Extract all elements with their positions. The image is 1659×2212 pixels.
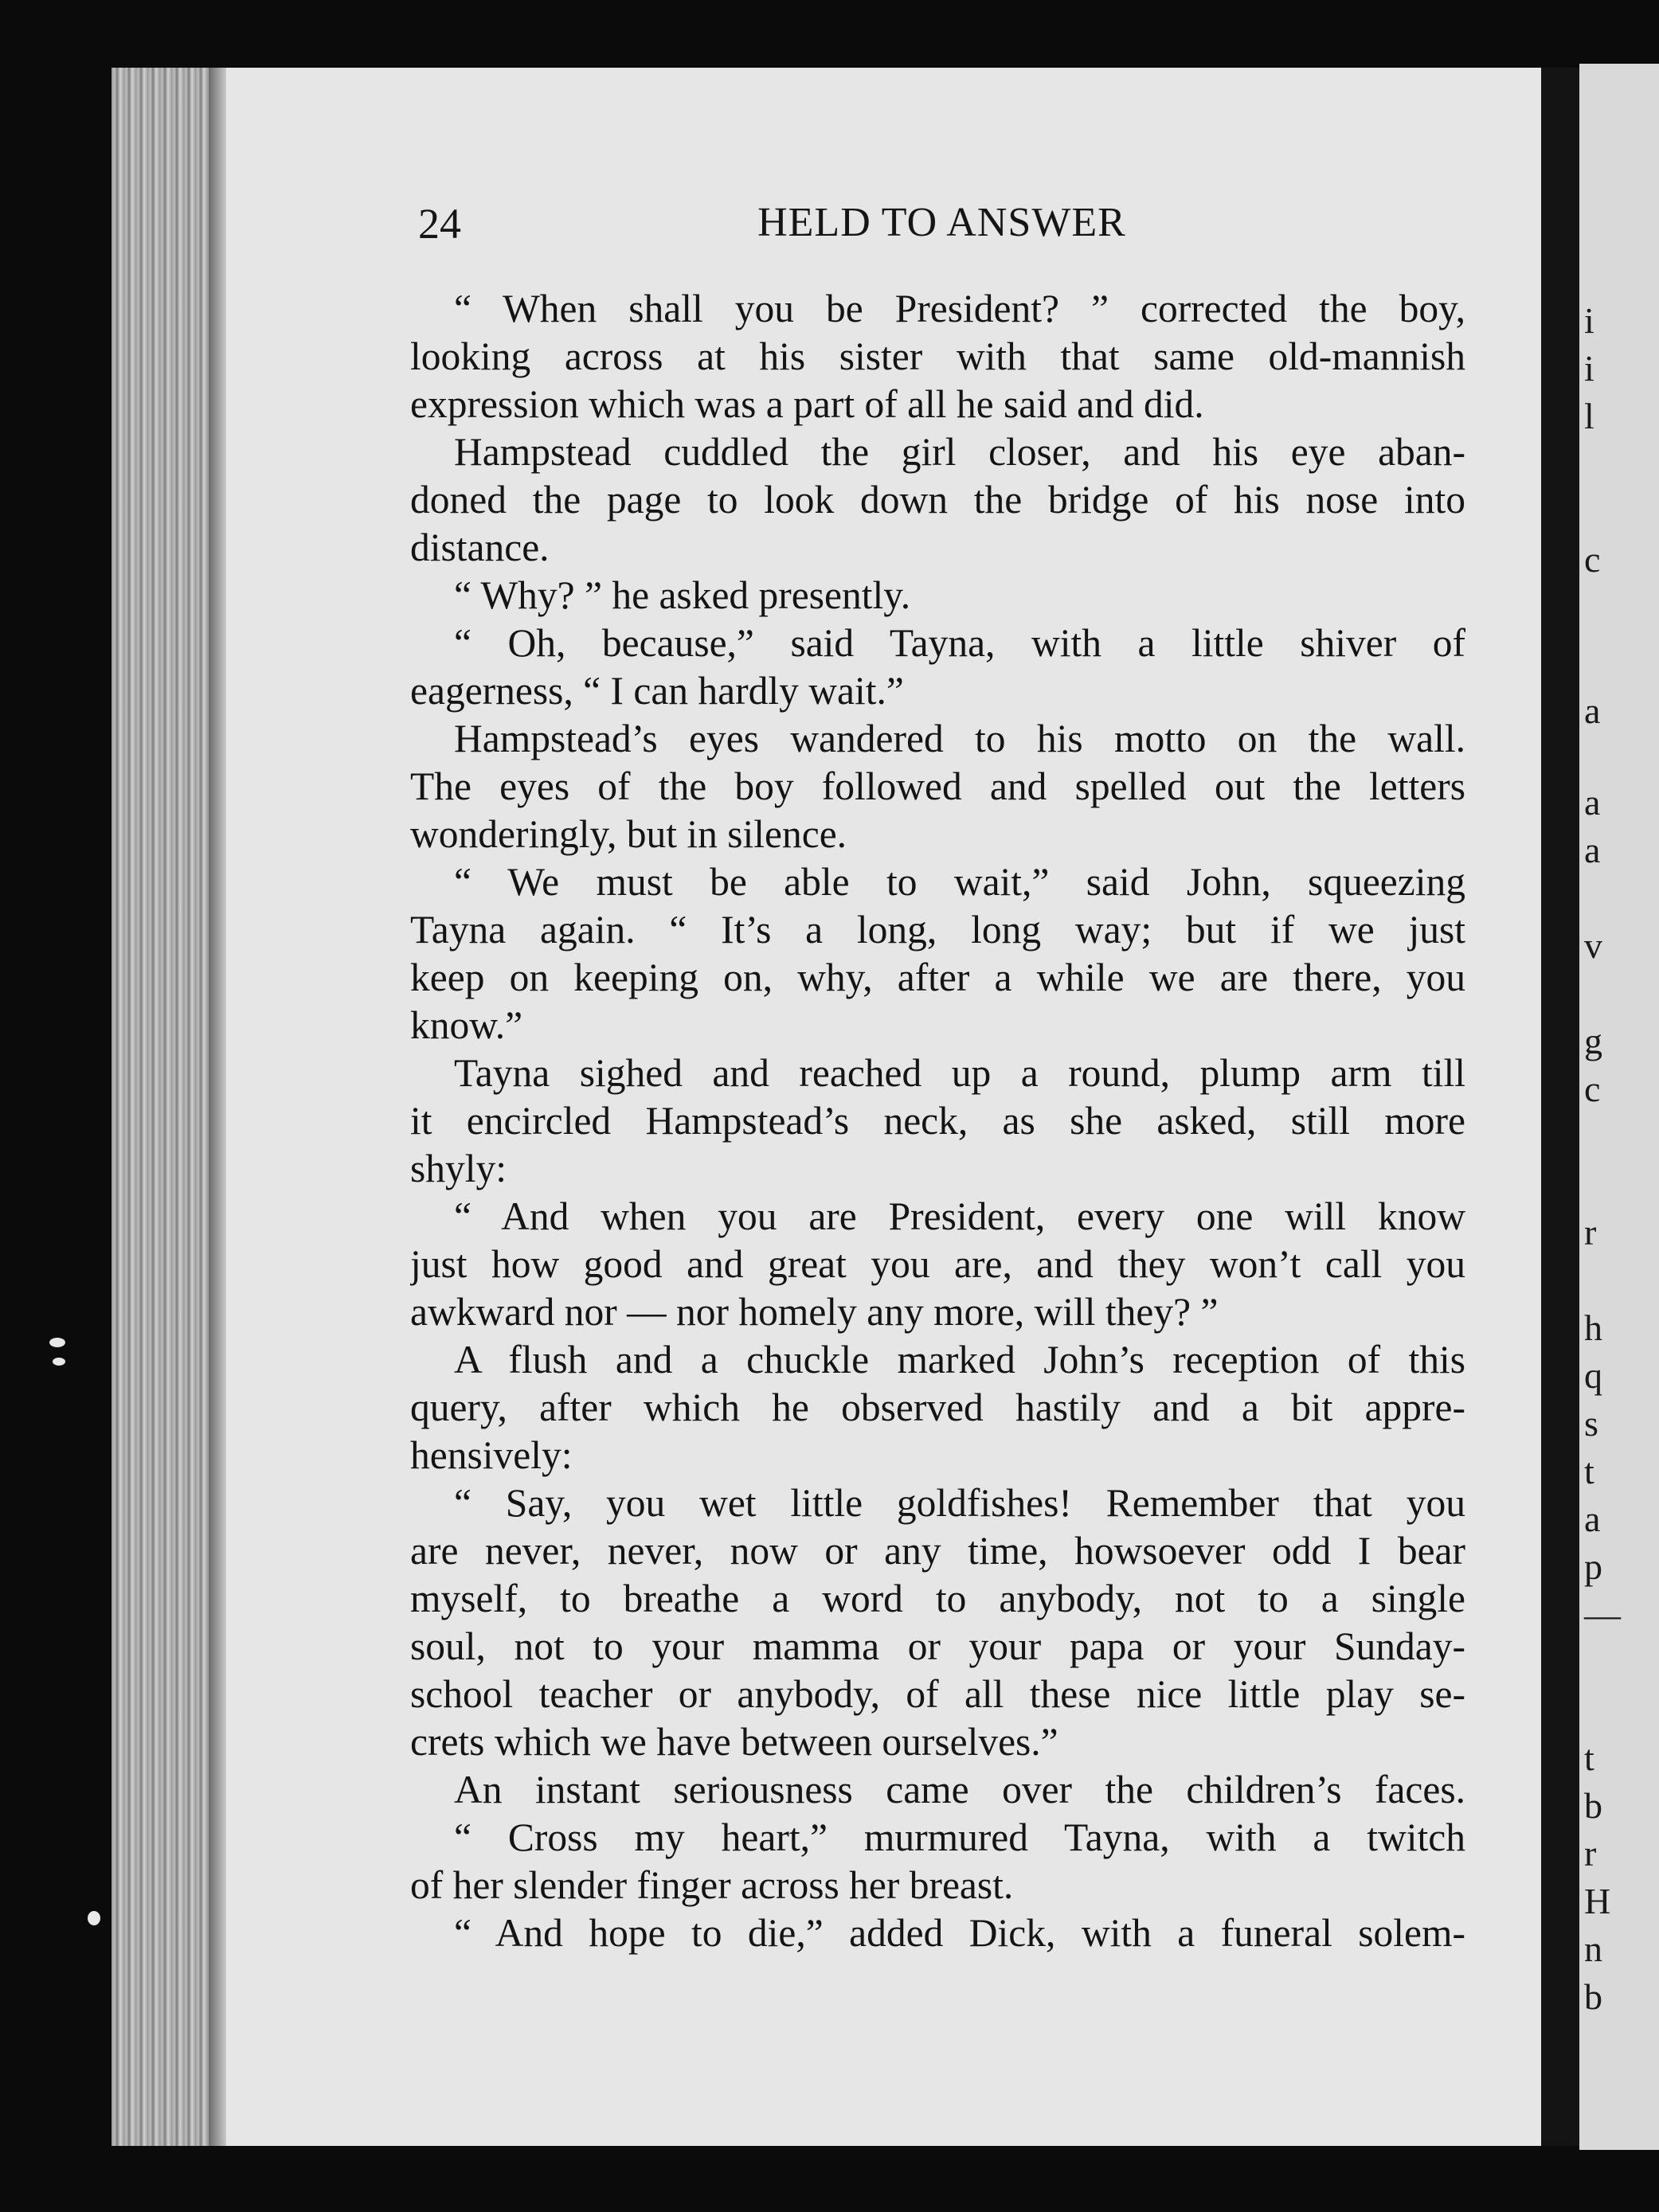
text-line: “ Say, you wet little goldfishes! Remember that you	[454, 1481, 1465, 1525]
text-line: The eyes of the boy followed and spelled out the letters	[410, 764, 1465, 808]
text-line: soul, not to your mamma or your papa or your Sunday-	[410, 1624, 1465, 1668]
text-line: keep on keeping on, why, after a while we are there, you	[410, 956, 1465, 999]
text-line: of her slender finger across her breast.	[410, 1863, 1014, 1907]
facing-margin-letter: t	[1584, 1737, 1594, 1778]
facing-margin-letter: c	[1584, 1069, 1601, 1109]
text-line: wonderingly, but in silence.	[410, 812, 847, 856]
text-line: query, after which he observed hastily and a bit appre-	[410, 1385, 1465, 1429]
facing-margin-letter: a	[1584, 1499, 1601, 1539]
facing-margin-letter: s	[1584, 1403, 1598, 1444]
scan-speck	[49, 1338, 65, 1347]
facing-margin-letter: a	[1584, 690, 1601, 731]
text-line: Hampstead’s eyes wandered to his motto on the wall.	[454, 717, 1465, 760]
text-line: school teacher or anybody, of all these nice little play se-	[410, 1672, 1465, 1716]
text-line: An instant seriousness came over the children’s faces.	[454, 1768, 1465, 1811]
facing-margin-letter: a	[1584, 782, 1601, 823]
facing-margin-letter: H	[1584, 1881, 1611, 1921]
facing-margin-letter: r	[1584, 1833, 1597, 1874]
body-text	[410, 285, 1465, 1957]
facing-margin-letter: g	[1584, 1021, 1602, 1061]
text-line: eagerness, “ I can hardly wait.”	[410, 669, 904, 713]
facing-margin-letter: r	[1584, 1212, 1597, 1253]
text-line: “ Oh, because,” said Tayna, with a little shiver of	[454, 621, 1465, 665]
page-header	[418, 199, 1465, 255]
running-title: HELD TO ANSWER	[757, 200, 1126, 245]
facing-margin-letter: b	[1584, 1785, 1602, 1826]
text-line: it encircled Hampstead’s neck, as she asked, still more	[410, 1099, 1465, 1143]
facing-margin-letter: a	[1584, 830, 1601, 870]
text-line: “ Why? ” he asked presently.	[454, 573, 911, 617]
text-line: crets which we have between ourselves.”	[410, 1720, 1058, 1764]
gutter-shadow	[209, 68, 226, 2146]
facing-page-edge	[1579, 64, 1659, 2150]
scan-speck	[53, 1358, 65, 1366]
scan-speck	[88, 1911, 100, 1925]
text-line: distance.	[410, 526, 550, 569]
facing-margin-letter: i	[1584, 300, 1594, 341]
text-line: A flush and a chuckle marked John’s reception of this	[454, 1338, 1465, 1382]
text-line: looking across at his sister with that same old-mannish	[410, 334, 1465, 378]
facing-margin-letter: c	[1584, 539, 1601, 580]
text-line: myself, to breathe a word to anybody, not to a single	[410, 1577, 1465, 1620]
text-line: “ When shall you be President? ” corrected the boy,	[454, 287, 1465, 330]
text-line: awkward nor — nor homely any more, will they? ”	[410, 1290, 1219, 1334]
text-line: Tayna sighed and reached up a round, plump arm till	[454, 1051, 1465, 1095]
text-line: “ And hope to die,” added Dick, with a funeral solem-	[454, 1911, 1465, 1955]
facing-margin-letter: n	[1584, 1929, 1602, 1969]
text-line: Hampstead cuddled the girl closer, and his eye aban-	[454, 430, 1465, 474]
facing-margin-letter: i	[1584, 348, 1594, 389]
text-line: Tayna again. “ It’s a long, long way; but if we just	[410, 908, 1465, 952]
text-line: know.”	[410, 1003, 523, 1047]
text-line: expression which was a part of all he said and did.	[410, 382, 1204, 426]
text-line: doned the page to look down the bridge of his nose into	[410, 478, 1465, 522]
text-line: “ And when you are President, every one will know	[454, 1194, 1465, 1238]
text-line: hensively:	[410, 1433, 573, 1477]
page-gutter	[112, 68, 223, 2146]
facing-margin-letter: h	[1584, 1307, 1602, 1348]
facing-margin-letter: l	[1584, 396, 1594, 436]
spine-shadow	[1541, 68, 1579, 2146]
text-line: are never, never, now or any time, howsoever odd I bear	[410, 1529, 1465, 1573]
facing-margin-letter: —	[1584, 1594, 1621, 1635]
facing-margin-letter: v	[1584, 925, 1602, 966]
facing-margin-letter: t	[1584, 1451, 1594, 1491]
facing-margin-letter: p	[1584, 1546, 1602, 1587]
facing-margin-letter: b	[1584, 1976, 1602, 2017]
text-line: “ Cross my heart,” murmured Tayna, with a twitch	[454, 1815, 1465, 1859]
text-line: “ We must be able to wait,” said John, squeezing	[454, 860, 1465, 904]
text-line: just how good and great you are, and they won’t call you	[410, 1242, 1465, 1286]
facing-margin-letter: q	[1584, 1355, 1602, 1396]
page-number: 24	[418, 200, 461, 248]
text-line: shyly:	[410, 1147, 507, 1190]
